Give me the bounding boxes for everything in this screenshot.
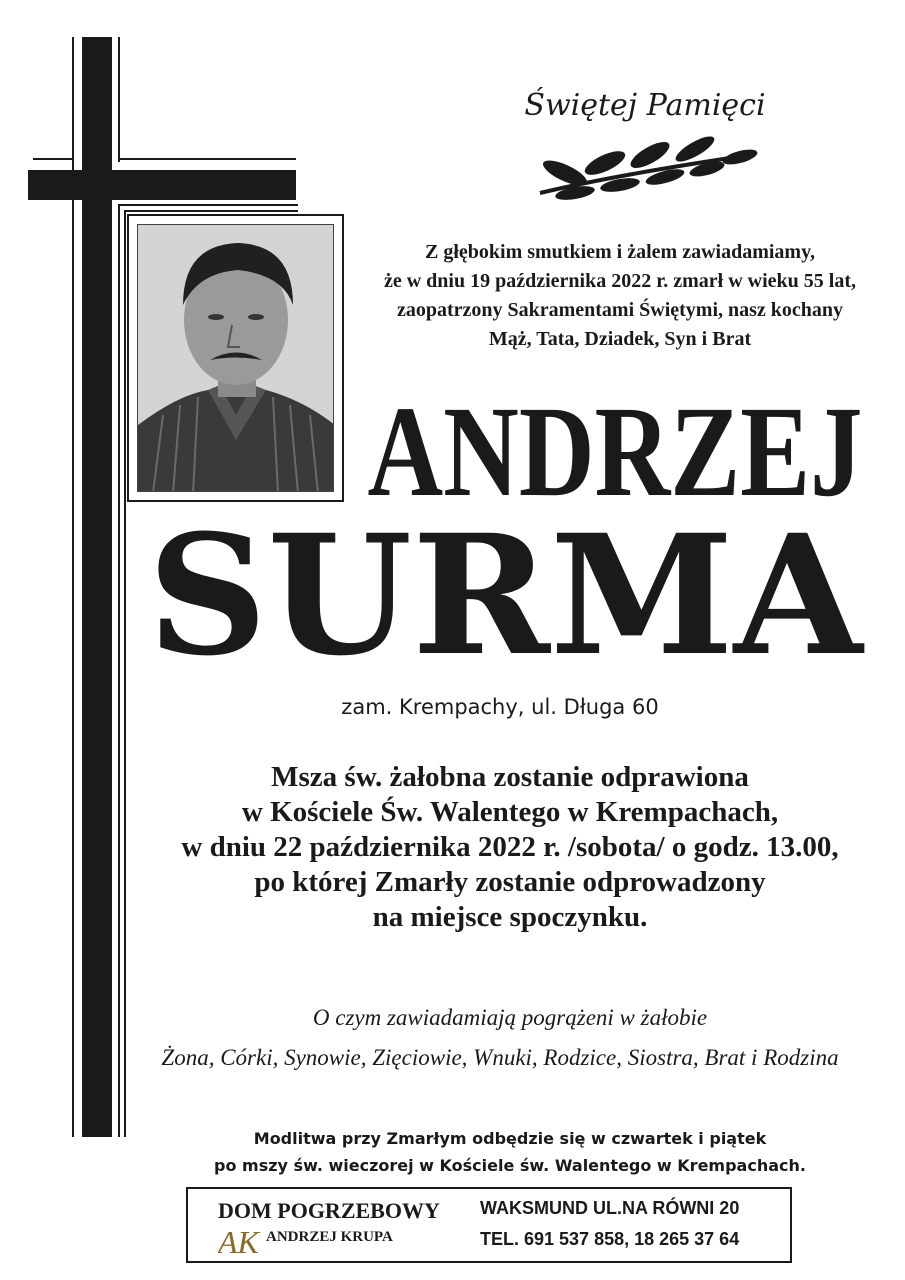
funeral-home-phone: TEL. 691 537 858, 18 265 37 64 [480, 1229, 740, 1249]
funeral-home-address: WAKSMUND UL.NA RÓWNI 20 [480, 1198, 740, 1218]
mourners-intro: O czym zawiadamiają pogrążeni w żałobie [312, 1005, 708, 1030]
last-name [145, 515, 865, 665]
funeral-home-owner: ANDRZEJ KRUPA [266, 1229, 393, 1245]
olive-branch-icon [535, 135, 760, 200]
mass-line: po której Zmarły zostanie odprowadzony [254, 866, 766, 898]
photo-frame [127, 214, 344, 502]
first-name [360, 390, 870, 510]
mourners-list: Żona, Córki, Synowie, Zięciowie, Wnuki, Rodzice, Siostra, Brat i Rodzina [161, 1045, 839, 1070]
mass-line: w dniu 22 października 2022 r. /sobota/ o godz. 13.00, [181, 831, 839, 863]
last-name-text: SURMA [147, 515, 865, 665]
prayer-line: po mszy św. wieczorej w Kościele św. Walentego w Krempachach. [214, 1156, 806, 1175]
intro-text [350, 238, 890, 354]
portrait-photo [137, 224, 334, 492]
logo-letters: AK [218, 1224, 259, 1259]
prayer-info [120, 1125, 900, 1179]
mass-line: w Kościele Św. Walentego w Krempachach, [241, 796, 779, 828]
intro-line: Mąż, Tata, Dziadek, Syn i Brat [488, 328, 752, 350]
mass-line: na miejsce spoczynku. [372, 901, 648, 933]
header-title: Świętej Pamięci [524, 88, 766, 123]
mass-line: Msza św. żałobna zostanie odprawiona [271, 761, 749, 793]
funeral-home-box [186, 1187, 792, 1263]
funeral-home-logo-icon [218, 1223, 268, 1259]
first-name-text: ANDRZEJ [367, 390, 863, 510]
intro-line: że w dniu 19 października 2022 r. zmarł w wieku 55 lat, [383, 270, 857, 292]
intro-line: zaopatrzony Sakramentami Świętymi, nasz kochany [396, 299, 844, 321]
funeral-home-name: DOM POGRZEBOWY [218, 1198, 440, 1223]
mass-info [120, 760, 900, 935]
prayer-line: Modlitwa przy Zmarłym odbędzie się w czwartek i piątek [253, 1129, 767, 1148]
deceased-address: zam. Krempachy, ul. Długa 60 [341, 695, 659, 719]
intro-line: Z głębokim smutkiem i żalem zawiadamiamy, [425, 241, 815, 263]
